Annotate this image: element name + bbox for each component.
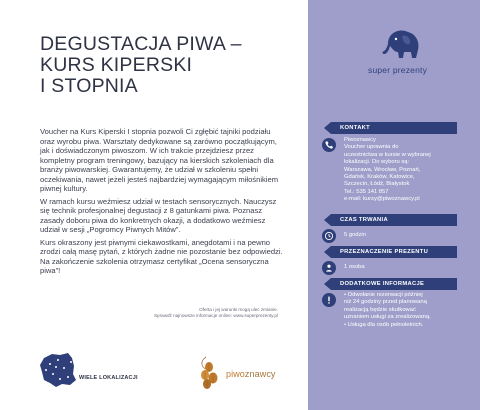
contact-line: Warszawa, Wrocław, Poznań, xyxy=(344,166,421,173)
brand-logo-text xyxy=(226,369,276,379)
section-header-kontakt-label: KONTAKT xyxy=(340,125,371,131)
poland-map-icon xyxy=(38,350,78,390)
additional-info-line: niż 24 godziny przed planowaną xyxy=(344,299,427,306)
logo-area xyxy=(308,0,480,100)
phone-icon xyxy=(322,138,336,152)
brand-name-part-2: znawcy xyxy=(244,369,276,379)
section-header-dodatkowe-label: DODATKOWE INFORMACJE xyxy=(340,281,425,287)
section-header-arrow xyxy=(324,278,331,290)
description xyxy=(40,127,286,279)
title-line-3: I STOPNIA xyxy=(40,75,138,97)
description-paragraph-3: Kurs okraszony jest piwnymi ciekawostkami, anegdotami i na pewno zrodzi całą masę pytań, z których żadne nie pozostanie bez odpowiedzi. Na zakończenie szkolenia otrzymasz certyfikat „Ocena sensoryczna piwa”! xyxy=(40,237,283,275)
contact-phone: Tel.: 535 141 857 xyxy=(344,188,389,195)
description-paragraph-2: W ramach kursu weźmiesz udział w testach sensorycznych. Nauczysz się technik profesjonalnej degustacji z 8 gatunkami piwa. Poznasz zasady doboru piwa do konkretnych okazji, a dodatkowo weźmiesz udział w sesji „Pogromcy Piwnych Mitów”. xyxy=(40,196,277,234)
person-glyph-icon xyxy=(322,261,336,275)
additional-info xyxy=(344,292,472,329)
title-line-1: DEGUSTACJA PIWA – xyxy=(40,33,242,55)
fine-print xyxy=(154,307,278,319)
additional-info-line: realizacją będzie skutkować xyxy=(344,306,416,313)
section-header-arrow xyxy=(324,246,331,258)
fine-print-line-1: Oferta i jej warunki mogą ulec zmianie. xyxy=(199,307,278,312)
fine-print-line-2: Sprawdź najnowsze informacje online: www.superprezenty.pl xyxy=(153,313,278,318)
contact-line: Piwoznawcy xyxy=(344,137,376,143)
section-header-przeznaczenie xyxy=(331,246,457,258)
additional-info-line: • Usługa dla osób pełnoletnich. xyxy=(344,321,424,328)
contact-line: Voucher uprawnia do xyxy=(344,144,399,151)
contact-line: Gdańsk, Kraków, Katowice, xyxy=(344,174,415,181)
section-header-przeznaczenie-label: PRZEZNACZENIE PREZENTU xyxy=(340,249,429,255)
section-header-czas xyxy=(331,214,457,226)
brand-name-part-1: piwo xyxy=(226,369,245,379)
elephant-logo-icon xyxy=(380,24,424,62)
contact-email: e-mail: kursy@piwoznawcy.pl xyxy=(344,196,420,203)
contact-line: uczestnictwa w kursie w wybranej xyxy=(344,151,431,158)
info-icon xyxy=(322,293,336,307)
section-header-arrow xyxy=(324,122,331,134)
recipients-value: 1 osoba xyxy=(344,264,365,270)
person-icon xyxy=(322,261,336,275)
exclamation-glyph-icon xyxy=(322,293,336,307)
section-header-dodatkowe xyxy=(331,278,457,290)
duration-value: 5 godzin xyxy=(344,232,366,238)
clock-glyph-icon xyxy=(322,229,336,243)
section-header-kontakt xyxy=(331,122,457,134)
contact-info xyxy=(344,137,472,204)
locations-label: WIELE LOKALIZACJI xyxy=(79,375,138,381)
clock-icon xyxy=(322,229,336,243)
description-paragraph-1: Voucher na Kurs Kiperski I stopnia pozwoli Ci zgłębić tajniki podziału oraz wyrobu piwa. Warsztaty dedykowane są zarówno początkującym, jak i doświadczonym piwoszom. W ich trakcie przejdziesz przez kompletny program treningowy, bazujący na kierskich szkoleniach dla branży piwowarskiej. Gwarantujemy, że udział w szkoleniu spełni oczekiwania, nawet jeżeli jesteś najbardziej wymagającym miłośnikiem piwnej kultury. xyxy=(40,127,279,193)
page-title xyxy=(40,34,290,97)
additional-info-line: uznaniem usługi za zrealizowaną. xyxy=(344,314,431,321)
title-line-2: KURS KIPERSKI xyxy=(40,54,193,76)
contact-line: Szczecin, Łódź, Białystok xyxy=(344,181,410,188)
additional-info-line: • Odwołanie rezerwacji później xyxy=(344,292,423,298)
contact-phone-icon xyxy=(322,138,336,152)
hops-logo-icon xyxy=(196,355,226,391)
section-header-arrow xyxy=(324,214,331,226)
info-sidebar xyxy=(308,0,480,410)
contact-line: lokalizacji. Do wyboru są: xyxy=(344,159,410,166)
section-header-czas-label: CZAS TRWANIA xyxy=(340,217,388,223)
logo-text: super prezenty xyxy=(368,65,428,75)
